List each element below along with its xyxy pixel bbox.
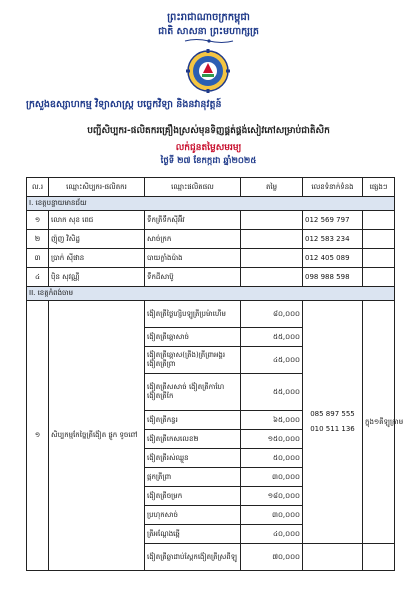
item-product: ត្រីអណ្ដែងឆ្អើ xyxy=(145,525,241,544)
row-product: បាយក្លាំងប៉ាង xyxy=(145,249,241,268)
row-note xyxy=(363,230,395,249)
row-note xyxy=(363,268,395,287)
item-product: ង៉ៀតត្រីកន្ធរ xyxy=(145,411,241,430)
ornament-divider xyxy=(183,38,235,44)
header-maker: ឈ្មោះសិប្បករ-ផលិតករ xyxy=(49,178,145,197)
item-price: ៣០,០០០ xyxy=(241,506,303,525)
row-number: ១ xyxy=(27,211,49,230)
item-product: ប្រហុកសាច់ xyxy=(145,506,241,525)
header-note: ផ្សេងៗ xyxy=(363,178,395,197)
item-product: ង៉ៀតត្រីឆ្លាដាប់ស្ពែកង៉ៀតត្រីស្រពីឡូ xyxy=(145,544,241,571)
header-price: តម្លៃ xyxy=(241,178,303,197)
item-product: ង៉ៀតត្រីចម្រក xyxy=(145,487,241,506)
header-product: ឈ្មោះផលិតផល xyxy=(145,178,241,197)
section-title: II. ខេត្តកំពង់ចាម xyxy=(27,287,395,301)
table-header-row xyxy=(27,178,395,197)
item-product: ង៉ៀតត្រីឆ្ពោស(ត្រីង)ត្រីព្រាអង្គរ ង៉ៀតត្រីព្រា xyxy=(145,347,241,374)
row-maker: ញ៉ុញ វិសិដ្ឋ xyxy=(49,230,145,249)
kingdom-heading: ព្រះរាជាណាចក្រកម្ពុជា xyxy=(167,12,250,23)
empty-cell xyxy=(303,544,363,571)
group-phone xyxy=(303,301,363,544)
row-price xyxy=(241,268,303,287)
row-note xyxy=(363,249,395,268)
row-number: ៣ xyxy=(27,249,49,268)
ministry-logo-icon xyxy=(181,49,235,93)
item-price: ៣០,០០០ xyxy=(241,468,303,487)
group-number: ១ xyxy=(27,301,49,571)
item-price: ៤០,០០០ xyxy=(241,525,303,544)
row-maker: ប៉ិន សុវណ្ណី xyxy=(49,268,145,287)
table-row xyxy=(27,301,395,328)
table-row xyxy=(27,211,395,230)
row-note xyxy=(363,211,395,230)
row-maker: ប្រាក់ សុីផាន xyxy=(49,249,145,268)
row-price xyxy=(241,249,303,268)
row-number: ២ xyxy=(27,230,49,249)
section-row xyxy=(27,197,395,211)
row-phone: 012 583 234 xyxy=(303,230,363,249)
row-price xyxy=(241,230,303,249)
document-date: ថ្ងៃទី ២៧ ខែកក្កដា ឆ្នាំ២០២៥ xyxy=(160,156,257,166)
item-product: ង៉ៀតត្រីកេសលេខ២ xyxy=(145,430,241,449)
table-row xyxy=(27,230,395,249)
empty-cell xyxy=(363,544,395,571)
row-product: សាច់ក្រក xyxy=(145,230,241,249)
document-title: បញ្ជីសិប្បករ-ផលិតករគ្រឿងស្រស់មុនទិញផ្គត់ផ្គង់សៀវភៅសម្រាប់ជាតិសិក xyxy=(87,126,330,136)
row-product: ទឹកដីសាប៊ូ xyxy=(145,268,241,287)
section-row xyxy=(27,287,395,301)
row-price xyxy=(241,211,303,230)
item-price: ១៨០,០០០ xyxy=(241,487,303,506)
row-product: ទឹកត្រីទឹកស៊ីអ៊ីវ xyxy=(145,211,241,230)
row-maker: លោក សុខ ពេជ xyxy=(49,211,145,230)
phone-number: 010 511 136 xyxy=(310,425,355,433)
row-phone: 012 569 797 xyxy=(303,211,363,230)
row-phone: 098 988 598 xyxy=(303,268,363,287)
item-price: ៥០,០០០ xyxy=(241,449,303,468)
document-subtitle: លក់ជូនតម្លៃសមរម្យ xyxy=(175,143,242,153)
row-number: ៤ xyxy=(27,268,49,287)
item-price: ៨០,០០០ xyxy=(241,301,303,328)
item-product: ង៉ៀតត្រីសសាច់ ង៉ៀតត្រីកាហែ ង៉ៀតត្រីកែ xyxy=(145,374,241,411)
item-product: ង៉ៀតត្រីរស់ឈ្លួន xyxy=(145,449,241,468)
item-price: ១៥០,០០០ xyxy=(241,430,303,449)
table-row xyxy=(27,249,395,268)
header-number: ល.រ xyxy=(27,178,49,197)
phone-number: 085 897 555 xyxy=(310,410,355,418)
item-price: ៤៥,០០០ xyxy=(241,347,303,374)
item-price: ៥៥,០០០ xyxy=(241,328,303,347)
section-title: I. ខេត្តបន្ទាយមានជ័យ xyxy=(27,197,395,211)
table-row xyxy=(27,268,395,287)
header-phone: លេខទំនាក់ទំនង xyxy=(303,178,363,197)
item-product: ង៉ៀតត្រីឆ្ពោសាច់ xyxy=(145,328,241,347)
national-motto: ជាតិ សាសនា ព្រះមហាក្សត្រ xyxy=(158,26,259,37)
item-price: ៦៥,០០០ xyxy=(241,411,303,430)
item-price: ៥៥,០០០ xyxy=(241,374,303,411)
ministry-name: ក្រសួងឧស្សាហកម្ម វិទ្យាសាស្ត្រ បច្ចេកវិទ្យា និងនវានុវត្តន៍ xyxy=(26,99,222,110)
item-product: ផ្អកត្រីព្រា xyxy=(145,468,241,487)
item-price: ៧០,០០០ xyxy=(241,544,303,571)
row-phone: 012 405 089 xyxy=(303,249,363,268)
group-note: ក្នុង១គីឡូក្រាម xyxy=(363,301,395,544)
item-product: ង៉ៀតត្រីថ្ងៃហ្សិបឡូត្រីប្រម៉ាហើម xyxy=(145,301,241,328)
group-maker: សិប្បកម្មកែច្នៃត្រីង៉ៀត ផ្លូក ទូចពៅ xyxy=(49,301,145,571)
producer-table xyxy=(26,177,404,571)
